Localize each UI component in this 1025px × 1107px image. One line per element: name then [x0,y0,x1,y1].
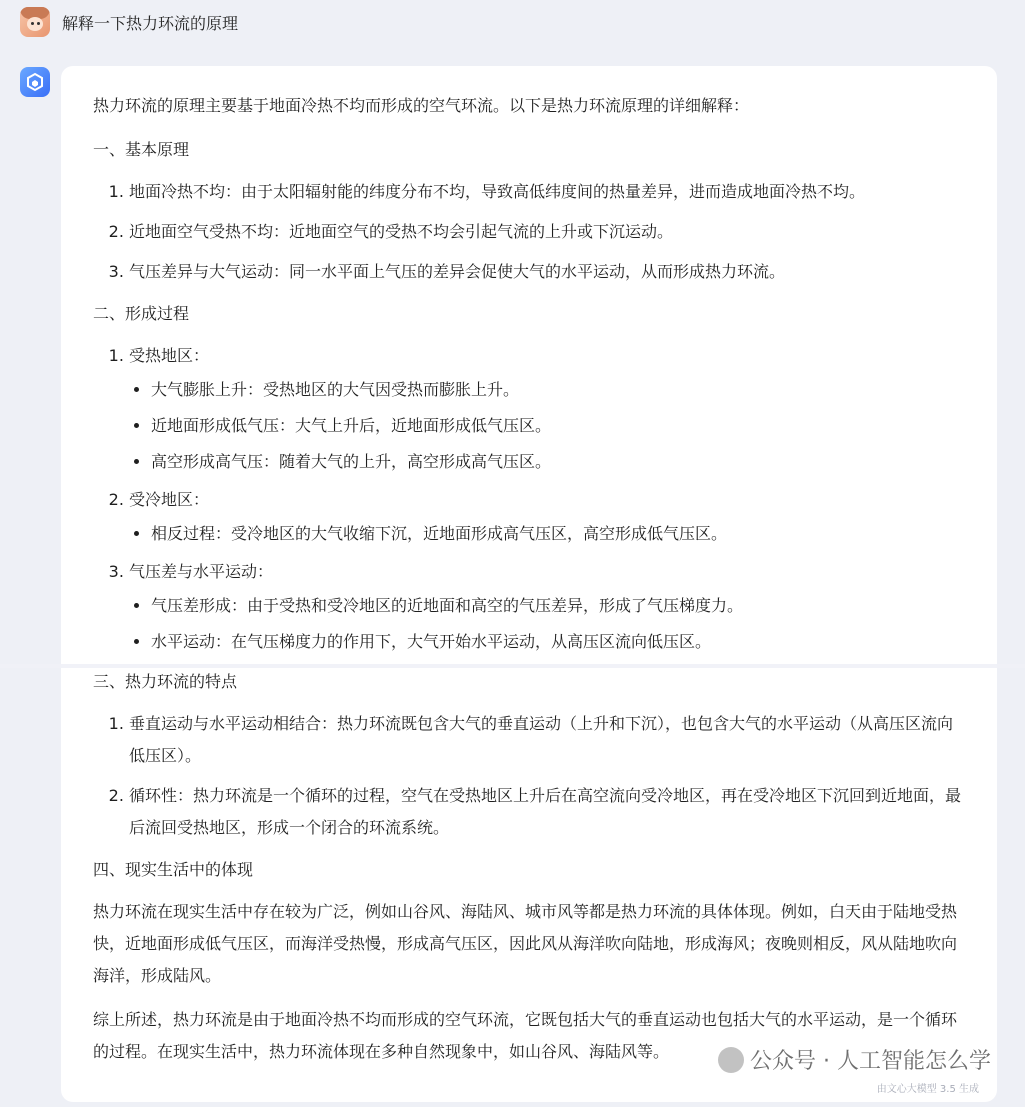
list-item-title: 气压差与水平运动： [129,562,274,581]
section-heading-basics: 一、基本原理 [93,140,190,159]
list-item [129,340,965,476]
generated-by-note: 由文心大模型 3.5 生成 [876,1084,979,1095]
user-message-row [20,6,238,38]
section-heading-features: 三、热力环流的特点 [93,672,238,691]
screenshot-seam [0,664,1025,668]
watermark-text: 公众号 · 人工智能怎么学 [750,1049,991,1074]
cube-logo-icon [20,67,50,97]
sub-list-item: • 水平运动：在气压梯度力的作用下，大气开始水平运动，从高压区流向低压区。 [151,628,965,656]
wechat-icon [718,1047,744,1073]
answer-card [61,66,997,1102]
sub-list-item: • 气压差形成：由于受热和受冷地区的近地面和高空的气压差异，形成了气压梯度力。 [151,592,965,620]
list-item: 1. 垂直运动与水平运动相结合：热力环流既包含大气的垂直运动（上升和下沉），也包含大气的水平运动（从高压区流向低压区）。 [129,708,965,772]
list-item-title: 受热地区： [129,346,210,365]
list-item: 3. 气压差异与大气运动：同一水平面上气压的差异会促使大气的水平运动，从而形成热力环流。 [129,256,965,288]
list-item: 2. 近地面空气受热不均：近地面空气的受热不均会引起气流的上升或下沉运动。 [129,216,965,248]
features-list [93,708,965,844]
sub-list [129,376,965,476]
reallife-paragraph: 热力环流在现实生活中存在较为广泛，例如山谷风、海陆风、城市风等都是热力环流的具体体现。例如，白天由于陆地受热快，近地面形成低气压区，而海洋受热慢，形成高气压区，因此风从海洋吹向陆地，形成海风；夜晚则相反，风从陆地吹向海洋，形成陆风。 [93,902,958,985]
sub-list-item: • 相反过程：受冷地区的大气收缩下沉，近地面形成高气压区，高空形成低气压区。 [151,520,965,548]
section-heading-reallife: 四、现实生活中的体现 [93,860,254,879]
sub-list [129,520,965,548]
list-item-title: 受冷地区： [129,490,210,509]
answer-intro: 热力环流的原理主要基于地面冷热不均而形成的空气环流。以下是热力环流原理的详细解释： [93,96,750,115]
user-message-text: 解释一下热力环流的原理 [62,13,239,33]
conclusion-paragraph: 综上所述，热力环流是由于地面冷热不均而形成的空气环流，它既包括大气的垂直运动也包括大气的水平运动，是一个循环的过程。在现实生活中，热力环流体现在多种自然现象中，如山谷风、海陆风等。 [93,1010,958,1061]
list-item: 2. 循环性：热力环流是一个循环的过程，空气在受热地区上升后在高空流向受冷地区，再在受冷地区下沉回到近地面，最后流回受热地区，形成一个闭合的环流系统。 [129,780,965,844]
sub-list-item: • 大气膨胀上升：受热地区的大气因受热而膨胀上升。 [151,376,965,404]
sub-list [129,592,965,656]
section-heading-process: 二、形成过程 [93,304,190,323]
list-item [129,556,965,656]
sub-list-item: • 近地面形成低气压：大气上升后，近地面形成低气压区。 [151,412,965,440]
list-item: 1. 地面冷热不均：由于太阳辐射能的纬度分布不均，导致高低纬度间的热量差异，进而造成地面冷热不均。 [129,176,965,208]
basics-list [93,176,965,288]
list-item [129,484,965,548]
watermark [718,1044,991,1075]
user-avatar-icon [20,7,50,37]
sub-list-item: • 高空形成高气压：随着大气的上升，高空形成高气压区。 [151,448,965,476]
process-list [93,340,965,656]
